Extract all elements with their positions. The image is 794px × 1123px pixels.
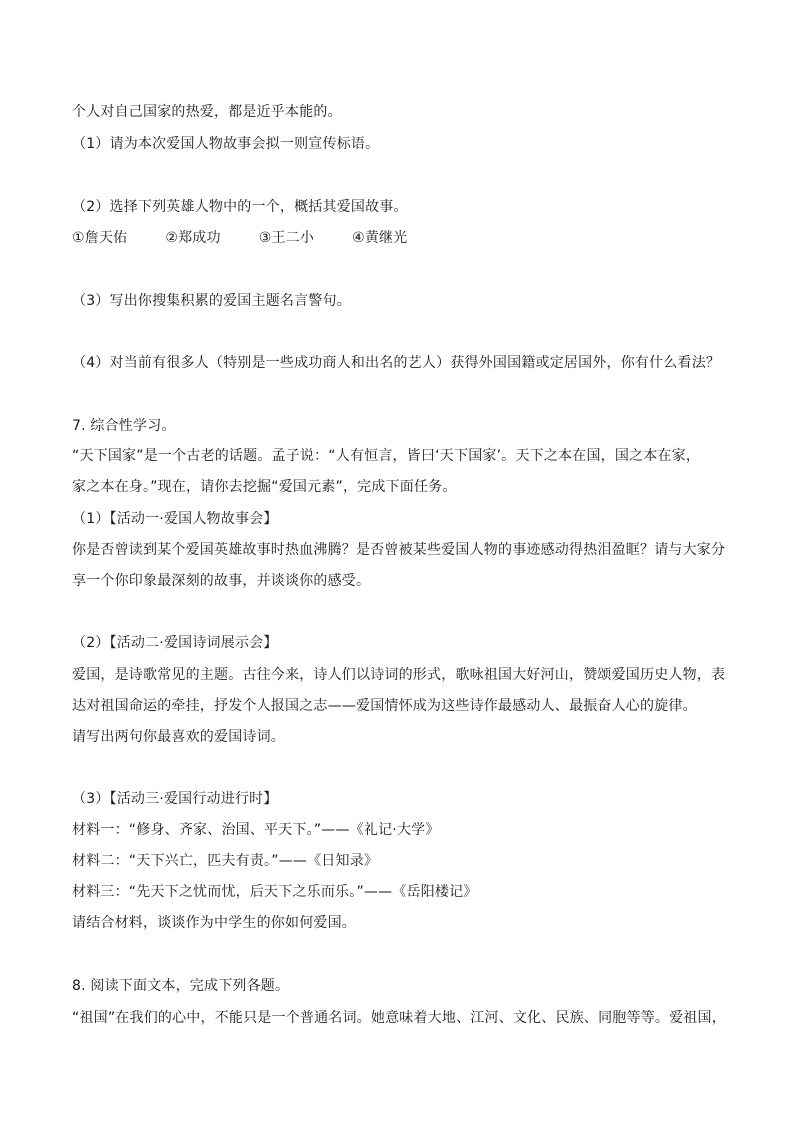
text-line: “天下国家”是一个古老的话题。孟子说：“人有恒言，皆曰‘天下国家’。天下之本在国，国之本在家， bbox=[72, 448, 701, 464]
text-line: 你是否曾读到某个爱国英雄故事时热血沸腾？是否曾被某些爱国人物的事迹感动得热泪盈眶？请与大家分 bbox=[72, 542, 726, 558]
activity-3-title: （3）【活动三·爱国行动进行时】 bbox=[72, 791, 278, 807]
text-line: 爱国，是诗歌常见的主题。古往今来，诗人们以诗词的形式，歌咏祖国大好河山，赞颂爱国历史人物，表 bbox=[72, 667, 726, 683]
section-7-title: 7. 综合性学习。 bbox=[72, 418, 176, 434]
text-line: 请写出两句你最喜欢的爱国诗词。 bbox=[72, 729, 285, 745]
activity-1-title: （1）【活动一·爱国人物故事会】 bbox=[72, 511, 278, 527]
text-line: 享一个你印象最深刻的故事，并谈谈你的感受。 bbox=[72, 573, 371, 589]
question-2: （2）选择下列英雄人物中的一个，概括其爱国故事。 bbox=[72, 199, 408, 215]
question-1: （1）请为本次爱国人物故事会拟一则宣传标语。 bbox=[72, 136, 380, 152]
text-line: 个人对自己国家的热爱，都是近乎本能的。 bbox=[72, 104, 342, 120]
choice-2: ②郑成功 bbox=[165, 230, 221, 246]
choice-4: ④黄继光 bbox=[352, 230, 408, 246]
text-line: 家之本在身。”现在，请你去挖掘“爱国元素”，完成下面任务。 bbox=[72, 479, 457, 495]
section-8-title: 8. 阅读下面文本，完成下列各题。 bbox=[72, 978, 290, 994]
text-line: 达对祖国命运的牵挂，抒发个人报国之志——爱国情怀成为这些诗作最感动人、最振奋人心的旋律。 bbox=[72, 698, 697, 714]
hero-choices bbox=[72, 228, 722, 248]
activity-2-title: （2）【活动二·爱国诗词展示会】 bbox=[72, 635, 278, 651]
text-line: “祖国”在我们的心中，不能只是一个普通名词。她意味着大地、江河、文化、民族、同胞等等。爱祖国， bbox=[72, 1010, 726, 1026]
choice-1: ①詹天佑 bbox=[72, 230, 128, 246]
question-3: （3）写出你搜集积累的爱国主题名言警句。 bbox=[72, 293, 351, 309]
text-line: 请结合材料，谈谈作为中学生的你如何爱国。 bbox=[72, 915, 356, 931]
material-1: 材料一：“修身、齐家、治国、平天下。”——《礼记·大学》 bbox=[72, 822, 440, 838]
choice-3: ③王二小 bbox=[258, 230, 315, 246]
question-4: （4）对当前有很多人（特别是一些成功商人和出名的艺人）获得外国国籍或定居国外，你有什么看法？ bbox=[72, 355, 721, 371]
material-2: 材料二：“天下兴亡，匹夫有责。”——《日知录》 bbox=[72, 853, 379, 869]
material-3: 材料三：“先天下之忧而忧，后天下之乐而乐。”——《岳阳楼记》 bbox=[72, 884, 478, 900]
